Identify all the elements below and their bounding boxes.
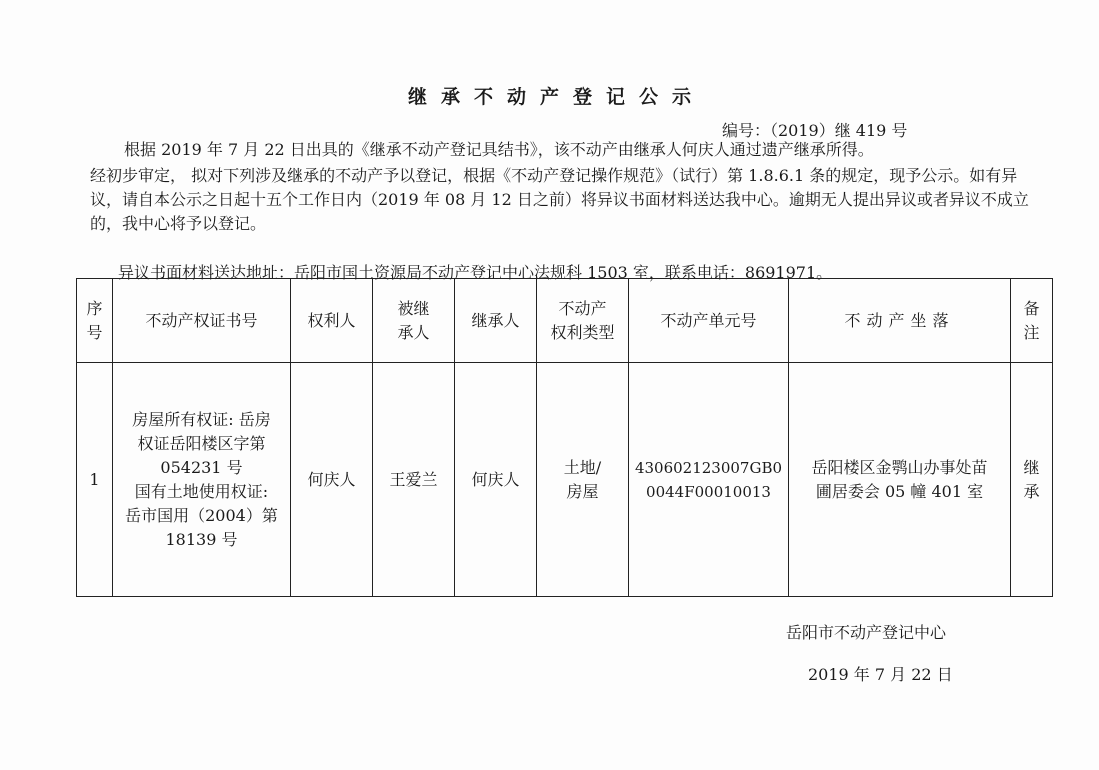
cell-right-holder: 何庆人 (291, 363, 373, 597)
table-row (77, 363, 1053, 597)
header-remark (1011, 279, 1053, 363)
unit-no-line: 0044F00010013 (646, 482, 771, 501)
paragraph-basis: 根据 2019 年 7 月 22 日出具的《继承不动产登记具结书》，该不动产由继承人何庆人通过遗产继承所得。 (124, 140, 874, 159)
right-type-line: 土地/ (563, 457, 602, 477)
header-right-holder: 权利人 (291, 279, 373, 363)
document-number: 编号：（2019）继 419 号 (722, 121, 908, 140)
header-unit-no: 不动产单元号 (629, 279, 789, 363)
header-decedent (373, 279, 455, 363)
remark-line: 继 (1023, 457, 1040, 477)
header-seq-line: 序 (86, 298, 103, 318)
header-heir: 继承人 (455, 279, 537, 363)
remark-line: 承 (1023, 481, 1040, 501)
cell-unit-no (629, 363, 789, 597)
cert-line: 054231 号 (160, 457, 243, 477)
right-type-line: 房屋 (566, 481, 599, 501)
notice-title: 继承不动产登记公示 (407, 86, 705, 108)
cell-right-type (537, 363, 629, 597)
header-seq (77, 279, 113, 363)
cert-line: 岳市国用（2004）第 (125, 505, 278, 525)
header-remark-line: 备 (1023, 298, 1040, 318)
table-header-row (77, 279, 1053, 363)
registration-table (76, 278, 1053, 597)
location-line: 岳阳楼区金鹗山办事处苗 (811, 457, 988, 477)
header-cert-no: 不动产权证书号 (113, 279, 291, 363)
cell-decedent: 王爱兰 (373, 363, 455, 597)
header-right-type-line: 不动产 (558, 298, 607, 318)
header-location: 不动产坐落 (789, 279, 1011, 363)
header-seq-line: 号 (86, 322, 103, 342)
header-right-type-line: 权利类型 (550, 322, 615, 342)
paragraph-review: 经初步审定， 拟对下列涉及继承的不动产予以登记，根据《不动产登记操作规范》（试行）第 1.8.6.1 条的规定，现予公示。如有异议，请自本公示之日起十五个工作日内（2019 年 08 月 12 日之前）将异议书面材料送达我中心。逾期无人提出异议或者异议不成立的，我中心将予以登记。 (90, 166, 1029, 233)
location-line: 圃居委会 05 幢 401 室 (815, 481, 984, 501)
paragraph-objection-address: 异议书面材料送达地址：岳阳市国土资源局不动产登记中心法规科 1503 室，联系电话：8691971。 (118, 263, 833, 282)
cell-heir: 何庆人 (455, 363, 537, 597)
unit-no-line: 430602123007GB0 (634, 458, 783, 477)
cert-line: 房屋所有权证: 岳房 (132, 409, 271, 429)
header-remark-line: 注 (1023, 322, 1040, 342)
header-right-type (537, 279, 629, 363)
cert-line: 国有土地使用权证: (134, 481, 269, 501)
header-decedent-line: 承人 (397, 322, 430, 342)
cert-line: 权证岳阳楼区字第 (137, 433, 266, 453)
cert-line: 18139 号 (165, 529, 238, 549)
issue-date: 2019 年 7 月 22 日 (808, 665, 953, 684)
header-decedent-line: 被继 (397, 298, 430, 318)
cell-remark (1011, 363, 1053, 597)
cell-cert-no (113, 363, 291, 597)
issuing-authority: 岳阳市不动产登记中心 (786, 623, 947, 642)
cell-seq: 1 (77, 363, 113, 597)
cell-location (789, 363, 1011, 597)
